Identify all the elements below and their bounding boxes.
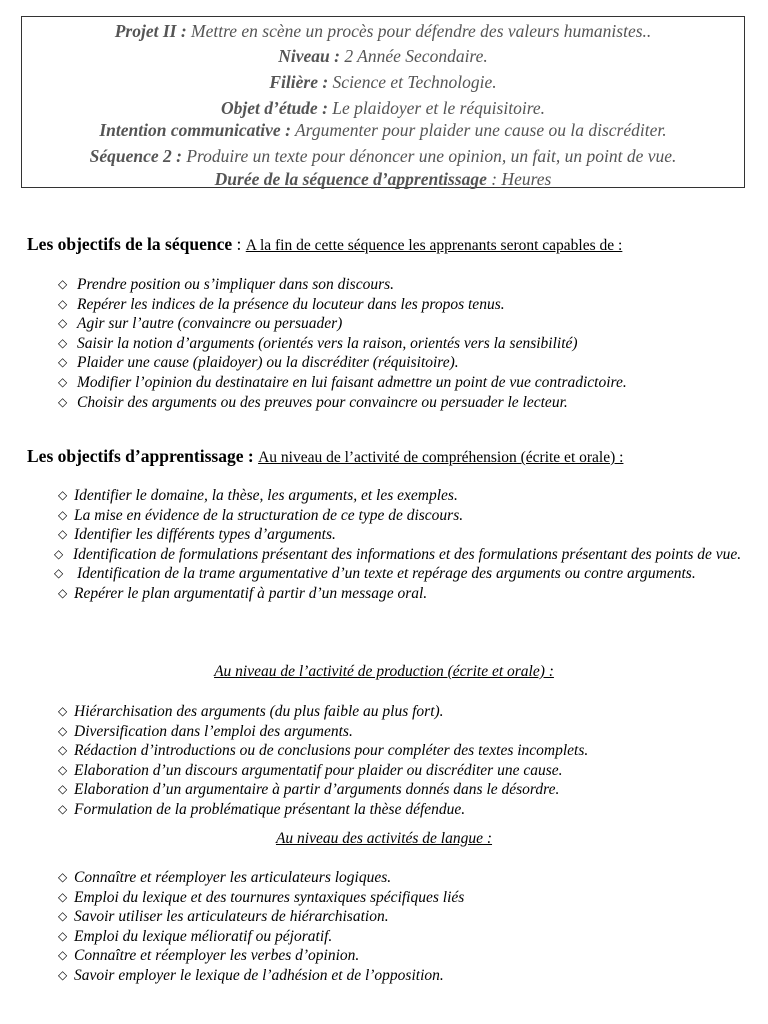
- list-item: ◇ Plaider une cause (plaidoyer) ou la discréditer (réquisitoire).: [58, 354, 459, 372]
- list-item: ◇ Modifier l’opinion du destinataire en lui faisant admettre un point de vue contradictoire.: [58, 373, 627, 391]
- diamond-bullet-icon: ◇: [58, 585, 68, 600]
- diamond-bullet-icon: ◇: [58, 704, 68, 718]
- comprehension-list: [54, 486, 748, 604]
- diamond-bullet-icon: ◇: [58, 967, 68, 982]
- diamond-bullet-icon: ◇: [58, 782, 68, 797]
- learning-objectives-title: Les objectifs d’apprentissage : Au niveau de l’activité de compréhension (écrite et orale) :: [27, 446, 624, 466]
- filiere-line: Filière : Science et Technologie.: [269, 72, 497, 92]
- diamond-bullet-icon: ◇: [58, 928, 68, 943]
- sequence-line: Séquence 2 : Produire un texte pour dénoncer une opinion, un fait, un point de vue.: [89, 146, 677, 166]
- list-item: ◇ Repérer le plan argumentatif à partir d’un message oral.: [58, 584, 428, 602]
- diamond-bullet-icon: ◇: [58, 488, 68, 502]
- diamond-bullet-icon: ◇: [58, 870, 68, 884]
- diamond-bullet-icon: ◇: [58, 355, 68, 370]
- diamond-bullet-icon: ◇: [58, 507, 68, 522]
- langue-list: [58, 868, 748, 986]
- sequence-objectives-title: Les objectifs de la séquence : A la fin de cette séquence les apprenants seront capables de :: [27, 234, 623, 254]
- list-item: ◇ Connaître et réemployer les articulateurs logiques.: [58, 869, 392, 886]
- duree-line: Durée de la séquence d’apprentissage : Heures: [214, 169, 552, 189]
- diamond-bullet-icon: ◇: [58, 762, 68, 777]
- diamond-bullet-icon: ◇: [58, 948, 68, 963]
- diamond-bullet-icon: ◇: [58, 527, 68, 542]
- list-item: ◇ Choisir des arguments ou des preuves pour convaincre ou persuader le lecteur.: [58, 393, 568, 411]
- list-item: ◇ Formulation de la problématique présentant la thèse défendue.: [58, 800, 466, 818]
- list-item: ◇ Emploi du lexique mélioratif ou péjoratif.: [58, 927, 333, 945]
- diamond-bullet-icon: ◇: [58, 374, 68, 389]
- diamond-bullet-icon: ◇: [54, 566, 64, 581]
- production-heading: Au niveau de l’activité de production (écrite et orale) :: [214, 663, 554, 680]
- list-item: ◇ Identifier le domaine, la thèse, les arguments, et les exemples.: [58, 487, 458, 504]
- diamond-bullet-icon: ◇: [58, 909, 68, 924]
- production-list: [58, 702, 748, 820]
- sequence-objectives-list: [58, 275, 748, 412]
- diamond-bullet-icon: ◇: [58, 277, 68, 291]
- list-item: ◇ Elaboration d’un argumentaire à partir d’arguments donnés dans le désordre.: [58, 781, 560, 799]
- project-line: Projet II : Mettre en scène un procès pour défendre des valeurs humanistes..: [114, 21, 652, 41]
- diamond-bullet-icon: ◇: [58, 316, 68, 331]
- list-item: ◇ Hiérarchisation des arguments (du plus faible au plus fort).: [58, 703, 444, 720]
- list-item: ◇ Diversification dans l’emploi des arguments.: [58, 722, 353, 740]
- diamond-bullet-icon: ◇: [58, 723, 68, 738]
- header-box: [21, 16, 745, 188]
- list-item: ◇ Identification de la trame argumentative d’un texte et repérage des arguments ou contre arguments.: [54, 565, 696, 583]
- diamond-bullet-icon: ◇: [58, 743, 68, 758]
- list-item: ◇ Rédaction d’introductions ou de conclusions pour compléter des textes incomplets.: [58, 742, 589, 760]
- list-item: ◇ Repérer les indices de la présence du locuteur dans les propos tenus.: [58, 295, 505, 313]
- objet-line: Objet d’étude : Le plaidoyer et le réquisitoire.: [220, 98, 545, 118]
- list-item: ◇ Saisir la notion d’arguments (orientés vers la raison, orientés vers la sensibilité): [58, 334, 578, 352]
- diamond-bullet-icon: ◇: [54, 546, 64, 561]
- list-item: ◇ Agir sur l’autre (convaincre ou persuader): [58, 315, 343, 333]
- list-item: ◇ Prendre position ou s’impliquer dans son discours.: [58, 276, 395, 293]
- diamond-bullet-icon: ◇: [58, 296, 68, 311]
- diamond-bullet-icon: ◇: [58, 889, 68, 904]
- list-item: ◇ La mise en évidence de la structuration de ce type de discours.: [58, 506, 464, 524]
- list-item: ◇ Savoir utiliser les articulateurs de hiérarchisation.: [58, 908, 389, 926]
- langue-heading: Au niveau des activités de langue :: [275, 830, 493, 847]
- intention-line: Intention communicative : Argumenter pour plaider une cause ou la discréditer.: [99, 120, 667, 140]
- diamond-bullet-icon: ◇: [58, 394, 68, 409]
- list-item: ◇ Savoir employer le lexique de l’adhésion et de l’opposition.: [58, 966, 444, 984]
- diamond-bullet-icon: ◇: [58, 801, 68, 816]
- list-item: ◇ Identifier les différents types d’arguments.: [58, 526, 336, 544]
- list-item: ◇ Identification de formulations présentant des informations et des formulations présentant des points de vue.: [54, 545, 742, 563]
- list-item: ◇ Emploi du lexique et des tournures syntaxiques spécifiques liés: [58, 888, 465, 906]
- list-item: ◇ Elaboration d’un discours argumentatif pour plaider ou discréditer une cause.: [58, 761, 563, 779]
- diamond-bullet-icon: ◇: [58, 335, 68, 350]
- niveau-line: Niveau : 2 Année Secondaire.: [278, 46, 488, 66]
- list-item: ◇ Connaître et réemployer les verbes d’opinion.: [58, 947, 360, 965]
